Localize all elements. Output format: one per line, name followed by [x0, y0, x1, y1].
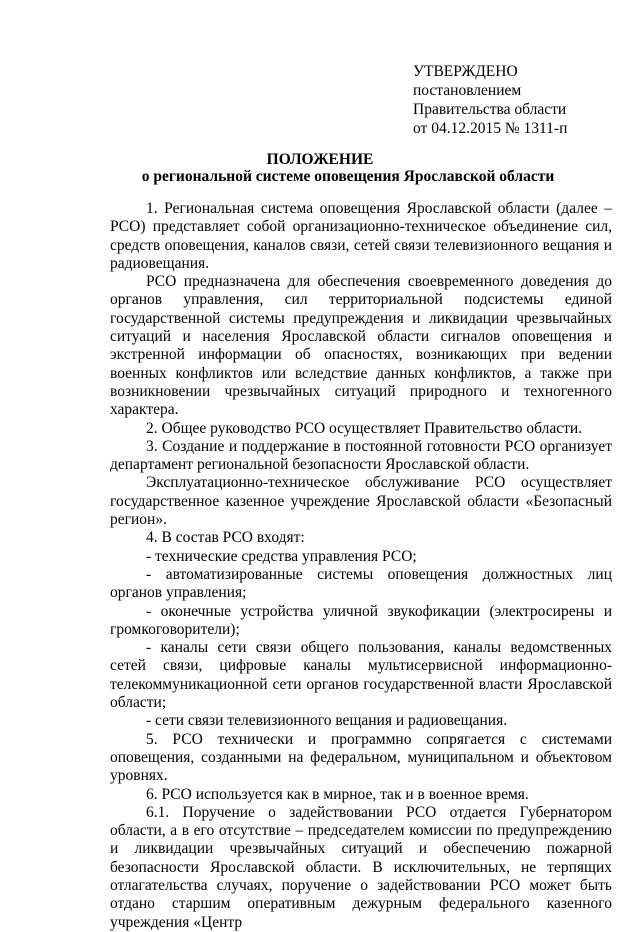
paragraph: 5. РСО технически и программно сопрягается с системами оповещения, созданными на федеральном, муниципальном и объектовом уровнях.: [110, 730, 612, 785]
paragraph: 2. Общее руководство РСО осуществляет Правительство области.: [146, 419, 583, 437]
list-item: - каналы сети связи общего пользования, каналы ведомственных сетей связи, цифровые каналы мультисервисной информационно-телекоммуникационной сети органов государственной власти Ярославской области;: [110, 639, 612, 712]
document-subtitle: о региональной системе оповещения Ярославской области: [141, 168, 555, 185]
document-body: [110, 200, 612, 932]
approval-stamp: [413, 62, 567, 138]
list-item: - автоматизированные системы оповещения должностных лиц органов управления;: [110, 565, 612, 602]
paragraph: 3. Создание и поддержание в постоянной готовности РСО организует департамент региональной безопасности Ярославской области.: [110, 437, 612, 474]
paragraph: 4. В состав РСО входят:: [146, 529, 305, 547]
approval-heading: УТВЕРЖДЕНО: [413, 63, 518, 80]
paragraph: 6. РСО используется как в мирное, так и в военное время.: [146, 785, 529, 803]
document-title: ПОЛОЖЕНИЕ: [266, 151, 374, 168]
paragraph: Эксплуатационно-техническое обслуживание РСО осуществляет государственное казенное учреждение Ярославской области «Безопасный регион».: [110, 474, 612, 529]
approval-line: постановлением: [413, 82, 522, 99]
paragraph: 6.1. Поручение о задействовании РСО отдается Губернатором области, а в его отсутствие – председателем комиссии по предупреждению и ликвидации чрезвычайных ситуаций и обеспечению пожарной безопасности Ярославской области. В исключительных, не терпящих отлагательства случаях, поручение о задействовании РСО может быть отдано старшим оперативным дежурным федерального казенного учреждения «Центр: [110, 803, 612, 931]
paragraph: РСО предназначена для обеспечения своевременного доведения до органов управления, сил территориальной подсистемы единой государственной системы предупреждения и ликвидации чрезвычайных ситуаций и населения Ярославской области сигналов оповещения и экстренной информации об опасностях, возникающих при ведении военных конфликтов или вследствие данных конфликтов, а также при возникновении чрезвычайных ситуаций природного и техногенного характера.: [110, 273, 612, 419]
list-item: - сети связи телевизионного вещания и радиовещания.: [146, 712, 508, 730]
approval-date-number: от 04.12.2015 № 1311-п: [413, 120, 568, 137]
list-item: - технические средства управления РСО;: [146, 547, 417, 565]
list-item: - оконечные устройства уличной звукофикации (электросирены и громкоговорители);: [110, 602, 612, 638]
approval-line: Правительства области: [413, 101, 567, 118]
paragraph: 1. Региональная система оповещения Ярославской области (далее – РСО) представляет собой организационно-техническое объединение сил, средств оповещения, каналов связи, сетей связи телевизионного вещания и радиовещания.: [110, 200, 612, 272]
